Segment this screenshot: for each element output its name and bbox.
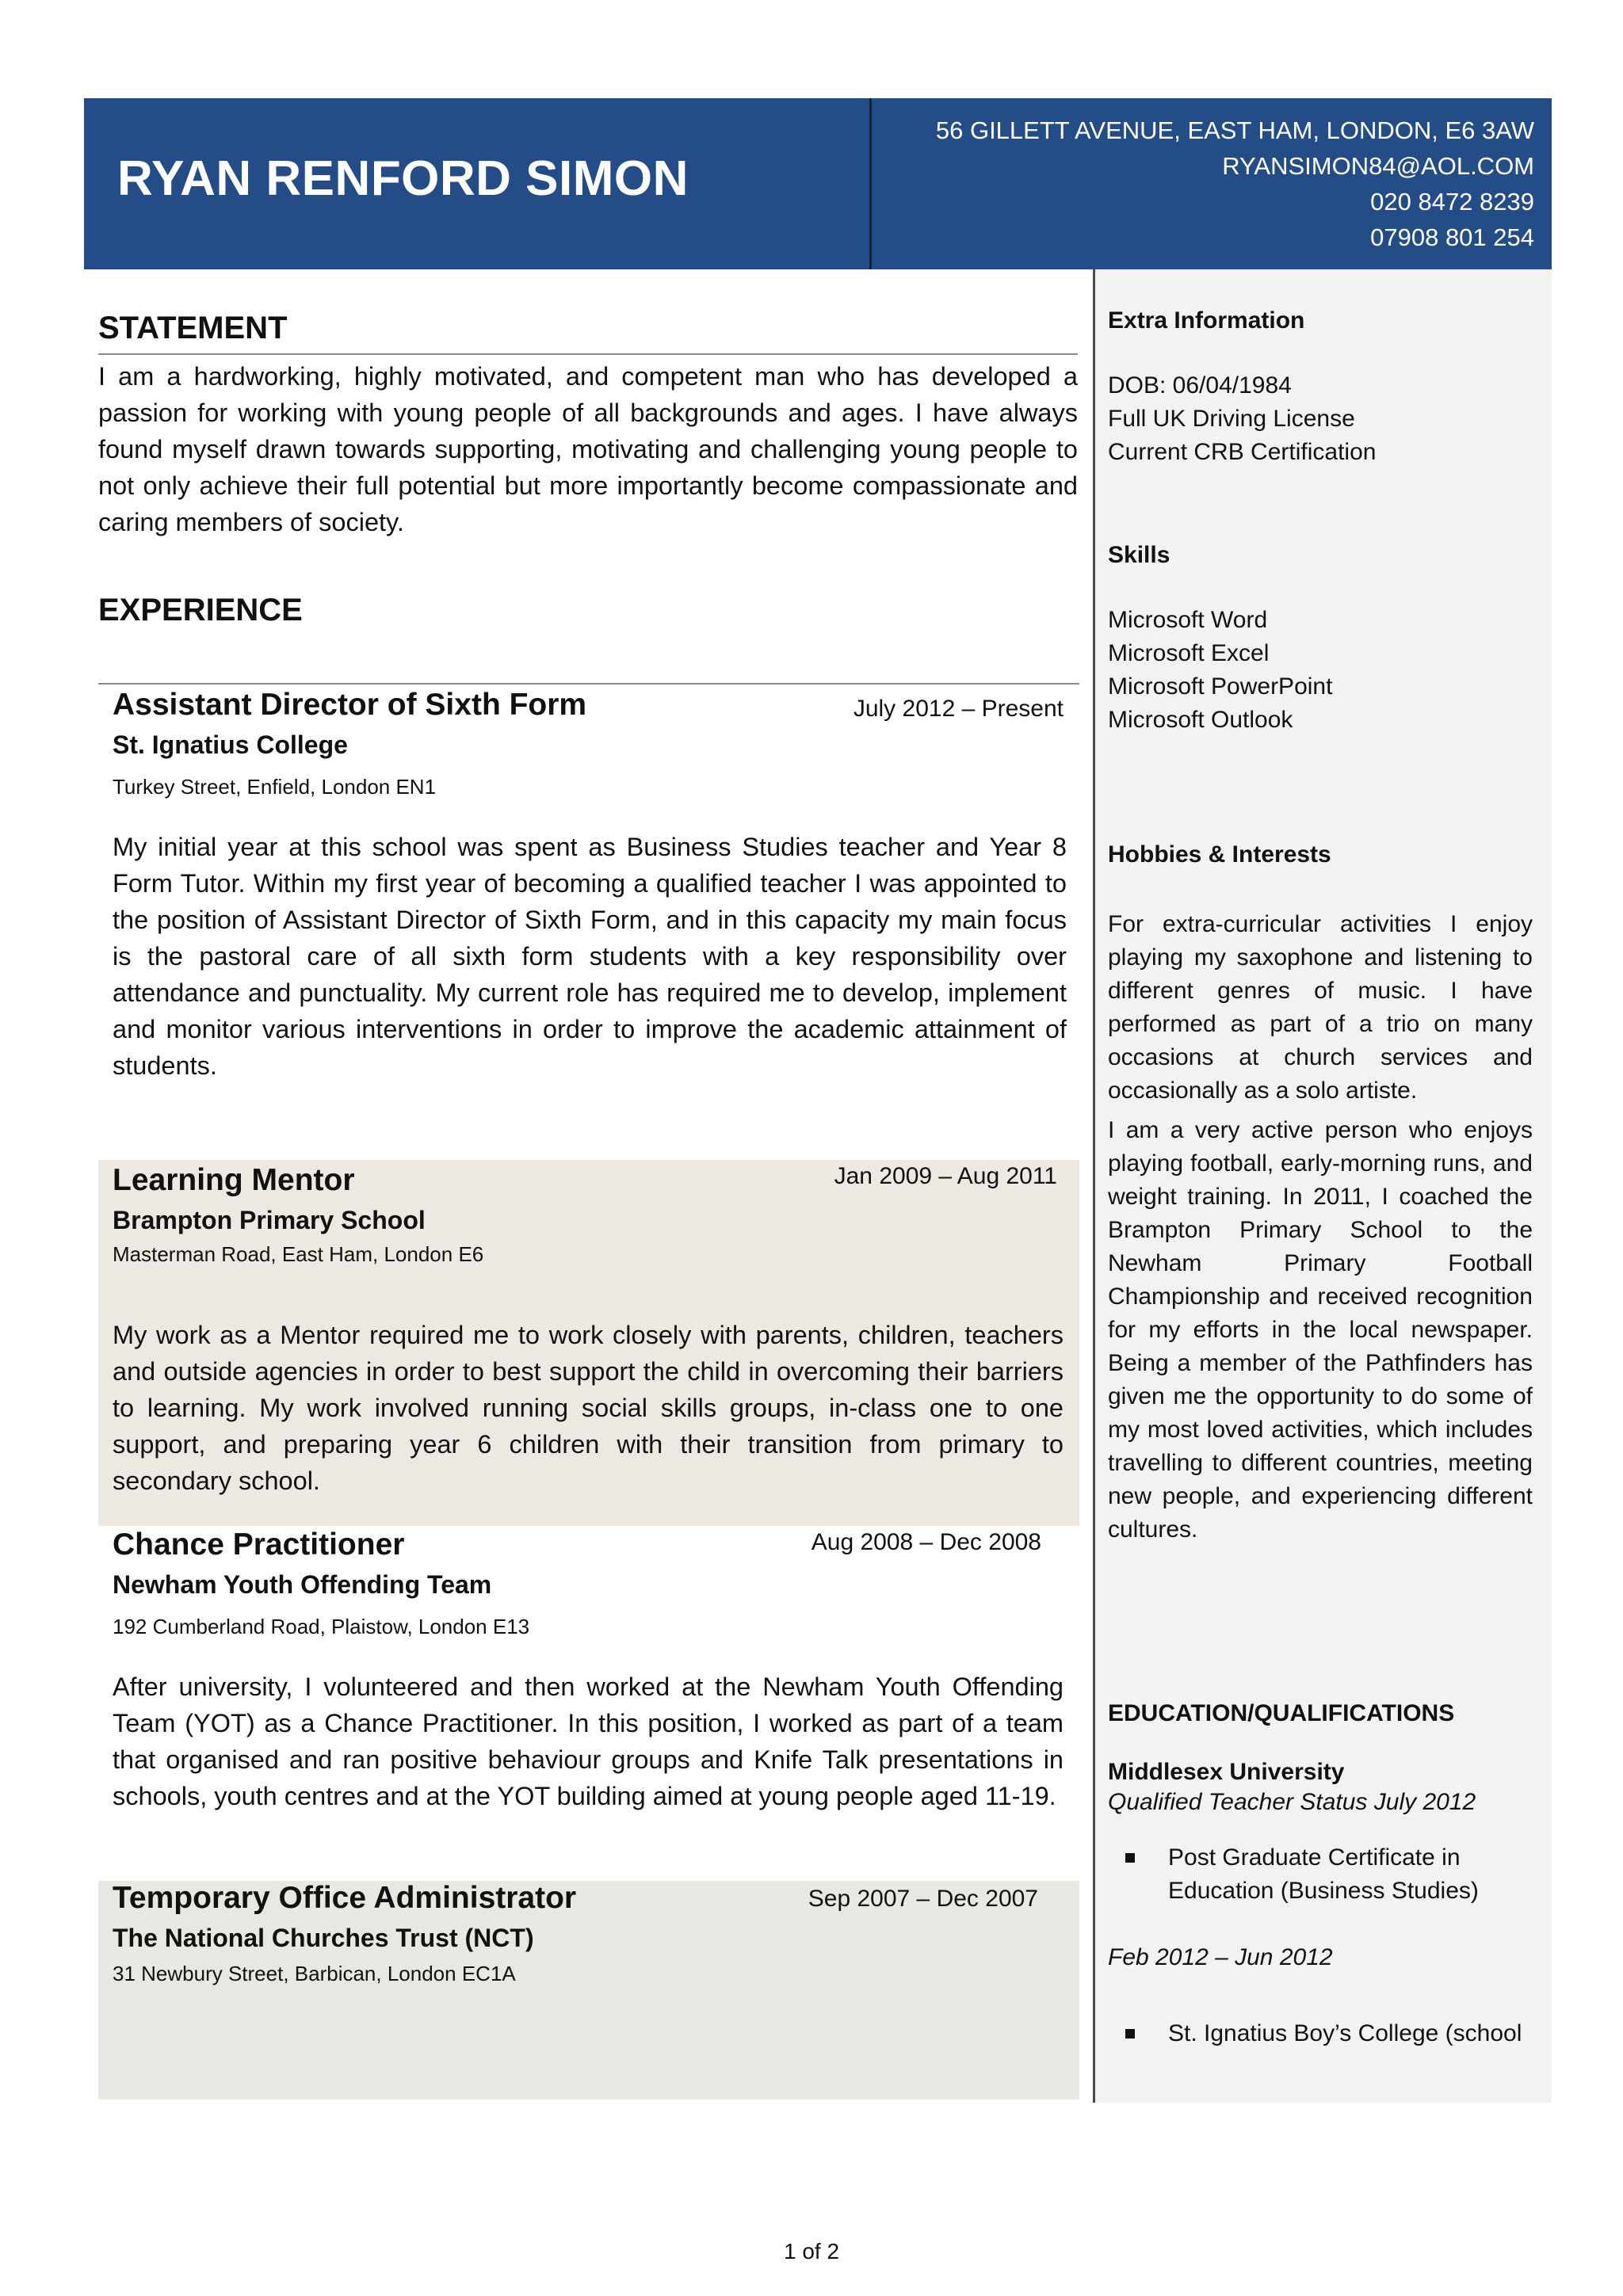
skill-item: Microsoft Excel [1108,640,1270,666]
job-title: Temporary Office Administrator [113,1881,577,1915]
education-heading: EDUCATION/QUALIFICATIONS [1108,1700,1455,1726]
contact-address: 56 GILLETT AVENUE, EAST HAM, LONDON, E6 3AW [935,116,1534,144]
skills-section [1108,542,1533,737]
candidate-name: RYAN RENFORD SIMON [117,151,689,206]
header-divider [869,98,872,269]
bullet-icon [1125,2029,1135,2039]
extra-information-heading: Extra Information [1108,307,1305,334]
education-institution: Middlesex University [1108,1759,1345,1785]
job-dates: July 2012 – Present [853,696,1064,722]
job-organisation: St. Ignatius College [113,730,348,759]
statement-rule [98,353,1078,355]
job-description: My work as a Mentor required me to work closely with parents, children, teachers and outside agencies in order to best support the child in overcoming their barriers to learning. My work involved running social skills groups, in-class one to one support, and preparing year 6 children with their transition from primary to secondary school. [113,1321,1064,1495]
hobbies-heading: Hobbies & Interests [1108,841,1331,868]
contact-email: RYANSIMON84@AOL.COM [1222,152,1534,180]
experience-entry [98,1881,1079,2100]
extra-information-list [1108,369,1533,469]
job-description: My initial year at this school was spent as Business Studies teacher and Year 8 Form Tutor. Within my first year of becoming a qualified teacher I was appointed to the position of Assistant Director of Sixth Form, and in this capacity my main focus is the pastoral care of all sixth form students with a key responsibility over attendance and punctuality. My current role has required me to develop, implement and monitor various interventions in order to improve the academic attainment of students. [113,833,1067,1080]
job-address: Masterman Road, East Ham, London E6 [113,1242,484,1266]
job-dates: Jan 2009 – Aug 2011 [834,1163,1057,1189]
experience-entry [98,1160,1079,1526]
job-organisation: The National Churches Trust (NCT) [113,1924,534,1952]
dob-item: DOB: 06/04/1984 [1108,372,1292,399]
job-address: 31 Newbury Street, Barbican, London EC1A [113,1962,516,1985]
sidebar-divider [1093,269,1095,2103]
extra-information-section [1108,307,1533,469]
job-description: After university, I volunteered and then worked at the Newham Youth Offending Team (YOT) as a Chance Practitioner. In this position, I worked as part of a team that organised and ran positive behaviour groups and Knife Talk presentations in schools, youth centres and at the YOT building aimed at young people aged 11-19. [113,1672,1064,1810]
job-title: Learning Mentor [113,1163,355,1197]
experience-heading: EXPERIENCE [98,593,303,627]
skill-item: Microsoft Word [1108,607,1268,633]
job-title: Chance Practitioner [113,1527,405,1562]
job-organisation: Newham Youth Offending Team [113,1570,492,1599]
education-bullet: St. Ignatius Boy’s College (school [1108,2017,1533,2050]
skills-heading: Skills [1108,542,1170,568]
page-number: 1 of 2 [783,2239,840,2264]
contact-phone-landline: 020 8472 8239 [1370,188,1534,215]
experience-entry [98,685,1079,1128]
bullet-icon [1125,1853,1135,1863]
crb-item: Current CRB Certification [1108,439,1377,465]
education-status: Qualified Teacher Status July 2012 [1108,1789,1476,1815]
skill-item: Microsoft PowerPoint [1108,673,1333,700]
contact-phone-mobile: 07908 801 254 [1370,223,1534,251]
statement-heading: STATEMENT [98,311,288,345]
job-address: 192 Cumberland Road, Plaistow, London E13 [113,1615,530,1638]
job-organisation: Brampton Primary School [113,1206,426,1234]
statement-text: I am a hardworking, highly motivated, and competent man who has developed a passion for working with young people of all backgrounds and ages. I have always found myself drawn towards supporting, motivating and challenging young people to not only achieve their full potential but more importantly become compassionate and caring members of society. [98,362,1078,536]
skills-list [1108,604,1533,737]
experience-entry [98,1526,1079,1881]
hobbies-section [1108,841,1533,1547]
hobbies-paragraph: For extra-curricular activities I enjoy playing my saxophone and listening to different genres of music. I have performed as part of a trio on many occasions at church services and occasionally as a solo artiste. [1108,911,1533,1104]
job-dates: Aug 2008 – Dec 2008 [811,1529,1041,1555]
driving-license-item: Full UK Driving License [1108,406,1355,432]
contact-block [936,113,1534,255]
education-section [1108,1700,1533,2050]
job-title: Assistant Director of Sixth Form [113,688,587,722]
hobbies-paragraph: I am a very active person who enjoys playing football, early-morning runs, and weight training. In 2011, I coached the Brampton Primary School to the Newham Primary Football Championship and received recognition for my efforts in the local newspaper. Being a member of the Pathfinders has given me the opportunity to do some of my most loved activities, which includes travelling to different countries, meeting new people, and experiencing different cultures. [1108,1117,1533,1543]
education-bullet: Post Graduate Certificate in Education (Business Studies) [1108,1841,1533,1908]
job-address: Turkey Street, Enfield, London EN1 [113,775,437,799]
education-period: Feb 2012 – Jun 2012 [1108,1944,1333,1970]
job-dates: Sep 2007 – Dec 2007 [808,1886,1038,1912]
skill-item: Microsoft Outlook [1108,707,1293,733]
